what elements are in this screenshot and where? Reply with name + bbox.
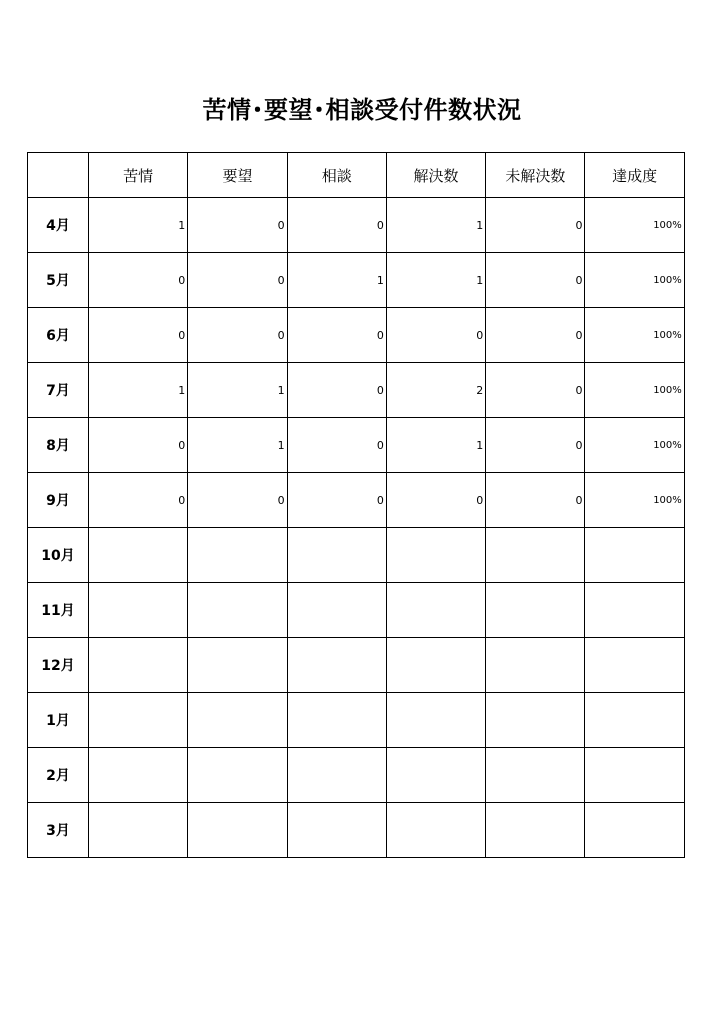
cell-complaints: 0 bbox=[89, 308, 188, 363]
header-cell-complaints: 苦情 bbox=[89, 153, 188, 198]
cell-achievement bbox=[585, 803, 684, 858]
cell-requests bbox=[188, 638, 287, 693]
header-cell-achievement: 達成度 bbox=[585, 153, 684, 198]
cell-resolved: 1 bbox=[386, 253, 485, 308]
cell-resolved: 1 bbox=[386, 198, 485, 253]
table-row bbox=[28, 748, 685, 803]
table-row bbox=[28, 363, 685, 418]
header-cell-resolved: 解決数 bbox=[386, 153, 485, 198]
table-body bbox=[28, 198, 685, 858]
row-month-label: 8月 bbox=[28, 418, 89, 473]
header-cell-consultations: 相談 bbox=[287, 153, 386, 198]
cell-unresolved: 0 bbox=[486, 253, 585, 308]
row-month-label: 7月 bbox=[28, 363, 89, 418]
cell-requests: 0 bbox=[188, 253, 287, 308]
cell-complaints bbox=[89, 748, 188, 803]
cell-achievement: 100% bbox=[585, 418, 684, 473]
cell-requests bbox=[188, 528, 287, 583]
cell-resolved bbox=[386, 748, 485, 803]
cell-unresolved: 0 bbox=[486, 418, 585, 473]
cell-complaints: 1 bbox=[89, 198, 188, 253]
cell-requests: 1 bbox=[188, 418, 287, 473]
row-month-label: 10月 bbox=[28, 528, 89, 583]
row-month-label: 3月 bbox=[28, 803, 89, 858]
cell-achievement: 100% bbox=[585, 253, 684, 308]
cell-complaints: 0 bbox=[89, 253, 188, 308]
cell-resolved: 2 bbox=[386, 363, 485, 418]
cell-requests bbox=[188, 803, 287, 858]
cell-achievement bbox=[585, 583, 684, 638]
cell-complaints: 0 bbox=[89, 418, 188, 473]
cell-achievement bbox=[585, 693, 684, 748]
cell-achievement: 100% bbox=[585, 308, 684, 363]
header-cell-corner bbox=[28, 153, 89, 198]
cell-requests bbox=[188, 748, 287, 803]
cell-consultations: 0 bbox=[287, 363, 386, 418]
cell-resolved bbox=[386, 693, 485, 748]
cell-resolved: 0 bbox=[386, 308, 485, 363]
cell-resolved: 0 bbox=[386, 473, 485, 528]
cell-consultations bbox=[287, 583, 386, 638]
cell-achievement bbox=[585, 748, 684, 803]
cell-resolved bbox=[386, 638, 485, 693]
cell-resolved bbox=[386, 528, 485, 583]
table-row bbox=[28, 693, 685, 748]
cell-complaints bbox=[89, 638, 188, 693]
table-row bbox=[28, 528, 685, 583]
table-row bbox=[28, 803, 685, 858]
cell-resolved bbox=[386, 583, 485, 638]
cell-unresolved: 0 bbox=[486, 473, 585, 528]
cell-resolved: 1 bbox=[386, 418, 485, 473]
stats-table bbox=[27, 152, 685, 858]
row-month-label: 5月 bbox=[28, 253, 89, 308]
cell-requests bbox=[188, 583, 287, 638]
cell-consultations: 0 bbox=[287, 473, 386, 528]
cell-unresolved: 0 bbox=[486, 308, 585, 363]
cell-unresolved: 0 bbox=[486, 198, 585, 253]
row-month-label: 2月 bbox=[28, 748, 89, 803]
cell-achievement bbox=[585, 528, 684, 583]
cell-complaints bbox=[89, 803, 188, 858]
row-month-label: 11月 bbox=[28, 583, 89, 638]
cell-unresolved bbox=[486, 748, 585, 803]
row-month-label: 9月 bbox=[28, 473, 89, 528]
cell-requests: 1 bbox=[188, 363, 287, 418]
cell-consultations bbox=[287, 528, 386, 583]
cell-requests bbox=[188, 693, 287, 748]
cell-complaints bbox=[89, 583, 188, 638]
cell-consultations bbox=[287, 803, 386, 858]
cell-complaints: 0 bbox=[89, 473, 188, 528]
row-month-label: 6月 bbox=[28, 308, 89, 363]
header-cell-unresolved: 未解決数 bbox=[486, 153, 585, 198]
header-cell-requests: 要望 bbox=[188, 153, 287, 198]
cell-consultations bbox=[287, 748, 386, 803]
cell-consultations: 1 bbox=[287, 253, 386, 308]
row-month-label: 4月 bbox=[28, 198, 89, 253]
header-row bbox=[28, 153, 685, 198]
cell-complaints bbox=[89, 693, 188, 748]
page-title: 苦情･要望･相談受付件数状況 bbox=[202, 96, 522, 124]
table-row bbox=[28, 253, 685, 308]
cell-achievement: 100% bbox=[585, 473, 684, 528]
cell-resolved bbox=[386, 803, 485, 858]
cell-consultations: 0 bbox=[287, 198, 386, 253]
cell-achievement: 100% bbox=[585, 363, 684, 418]
cell-unresolved bbox=[486, 583, 585, 638]
table-row bbox=[28, 583, 685, 638]
cell-unresolved bbox=[486, 803, 585, 858]
cell-unresolved bbox=[486, 528, 585, 583]
table-row bbox=[28, 198, 685, 253]
cell-requests: 0 bbox=[188, 473, 287, 528]
cell-consultations bbox=[287, 693, 386, 748]
cell-complaints bbox=[89, 528, 188, 583]
cell-achievement: 100% bbox=[585, 198, 684, 253]
cell-achievement bbox=[585, 638, 684, 693]
cell-unresolved bbox=[486, 638, 585, 693]
row-month-label: 12月 bbox=[28, 638, 89, 693]
cell-consultations bbox=[287, 638, 386, 693]
cell-consultations: 0 bbox=[287, 418, 386, 473]
cell-unresolved: 0 bbox=[486, 363, 585, 418]
row-month-label: 1月 bbox=[28, 693, 89, 748]
cell-requests: 0 bbox=[188, 308, 287, 363]
table-row bbox=[28, 418, 685, 473]
cell-unresolved bbox=[486, 693, 585, 748]
table-row bbox=[28, 308, 685, 363]
cell-requests: 0 bbox=[188, 198, 287, 253]
table-row bbox=[28, 473, 685, 528]
cell-complaints: 1 bbox=[89, 363, 188, 418]
table-row bbox=[28, 638, 685, 693]
cell-consultations: 0 bbox=[287, 308, 386, 363]
